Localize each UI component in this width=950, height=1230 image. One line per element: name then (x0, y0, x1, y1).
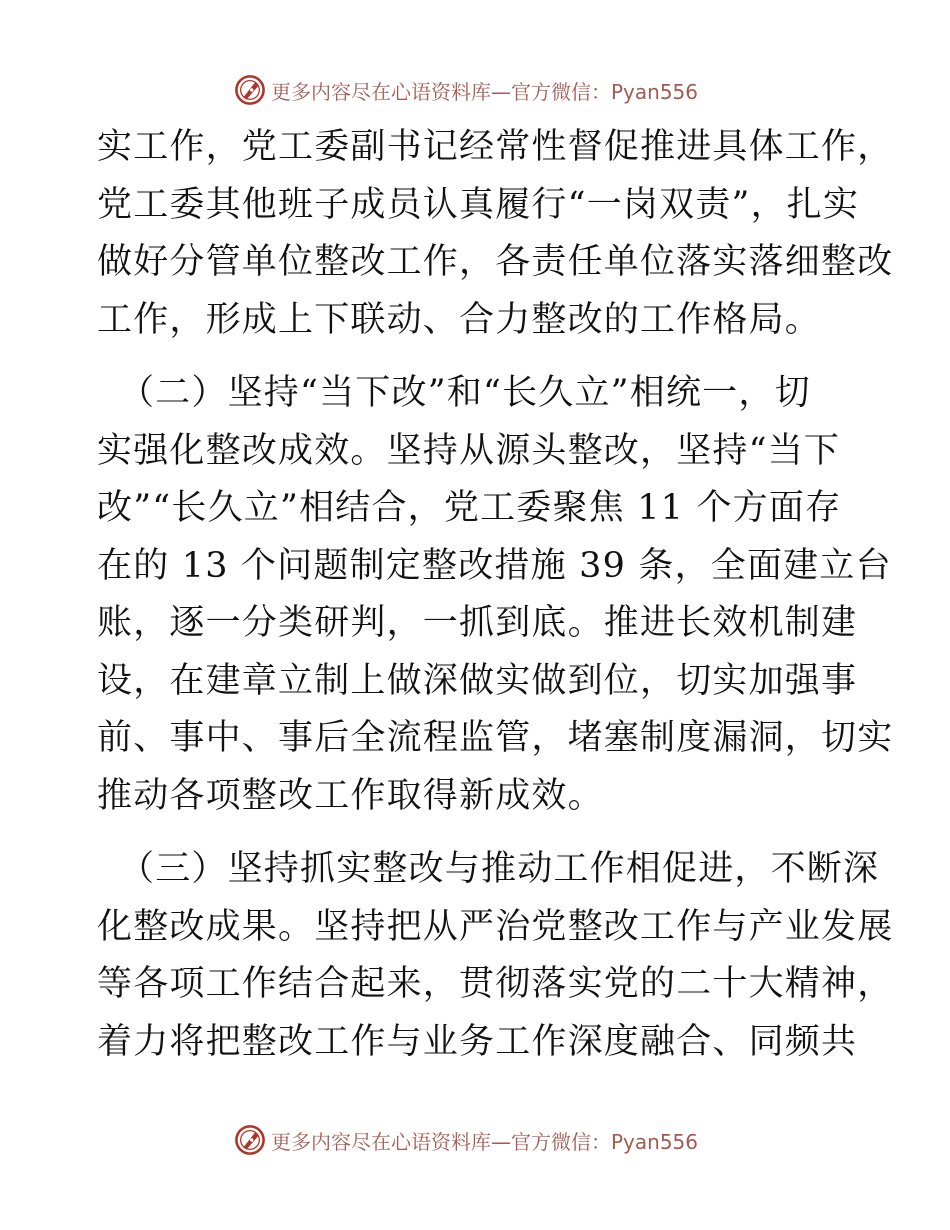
text-line: 在的 13 个问题制定整改措施 39 条，全面建立台 (97, 545, 892, 586)
text-line: 账，逐一分类研判，一抓到底。推进长效机制建 (97, 603, 858, 643)
text-line: 前、事中、事后全流程监管，堵塞制度漏洞，切实 (97, 718, 894, 758)
header-banner (233, 70, 698, 110)
paragraph-gap (97, 349, 857, 365)
pen-nib-logo-icon (233, 73, 267, 107)
text-line: 做好分管单位整改工作，各责任单位落实落细整改 (97, 242, 894, 282)
pen-nib-logo-icon (233, 1123, 267, 1157)
paragraph-1 (97, 119, 894, 349)
text-line: 着力将把整改工作与业务工作深度融合、同频共 (97, 1021, 858, 1062)
paragraph-3 (97, 841, 894, 1071)
text-line: 实强化整改成效。坚持从源头整改，坚持“当下 (97, 430, 841, 471)
text-line: （二）坚持“当下改”和“长久立”相统一，切 (119, 373, 811, 413)
text-line: 党工委其他班子成员认真履行“一岗双责”，扎实 (97, 184, 860, 225)
text-line: （三）坚持抓实整改与推动工作相促进，不断深 (119, 849, 880, 889)
text-line: 等各项工作结合起来，贯彻落实党的二十大精神， (97, 964, 894, 1004)
text-line: 改”“长久立”相结合，党工委聚焦 11 个方面存 (97, 488, 842, 528)
paragraph-2 (97, 365, 894, 825)
footer-banner-text: 更多内容尽在心语资料库—官方微信：Pyan556 (271, 1129, 699, 1154)
text-line: 实工作，党工委副书记经常性督促推进具体工作， (97, 127, 894, 167)
text-line: 工作，形成上下联动、合力整改的工作格局。 (97, 299, 822, 340)
document-body (97, 119, 894, 1071)
paragraph-gap (97, 825, 857, 841)
header-banner-text: 更多内容尽在心语资料库—官方微信：Pyan556 (271, 79, 699, 104)
text-line: 推动各项整改工作取得新成效。 (97, 775, 604, 816)
text-line: 设，在建章立制上做深做实做到位，切实加强事 (97, 660, 858, 701)
footer-banner (233, 1120, 698, 1160)
text-line: 化整改成果。坚持把从严治党整改工作与产业发展 (97, 906, 894, 947)
